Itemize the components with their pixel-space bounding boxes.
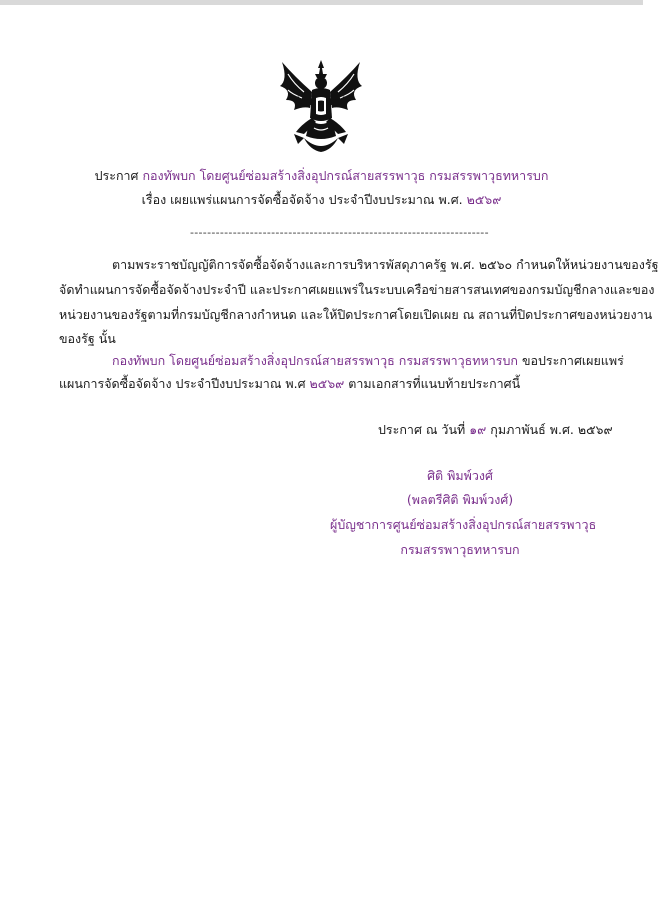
subject-year: ๒๕๖๙ bbox=[466, 192, 502, 207]
announcement-title bbox=[0, 167, 643, 185]
announcement-page bbox=[0, 5, 659, 898]
title-organization: กองทัพบก โดยศูนย์ซ่อมสร้างสิ่งอุปกรณ์สายสรรพาวุธ กรมสรรพาวุธทหารบก bbox=[142, 168, 549, 183]
announcement-subject bbox=[0, 191, 643, 209]
body-line-2: จัดทำแผนการจัดซื้อจัดจ้างประจำปี และประกาศเผยแพร่ในระบบเครือข่ายสารสนเทศของกรมบัญชีกลางและของ bbox=[59, 282, 655, 297]
body-line-4: ของรัฐ นั้น bbox=[59, 331, 116, 346]
body-line-5-rest: ขอประกาศเผยแพร่ bbox=[517, 353, 624, 368]
date-day: ๑๙ bbox=[469, 422, 487, 437]
signatory-position: ผู้บัญชาการศูนย์ซ่อมสร้างสิ่งอุปกรณ์สายสรรพาวุธ bbox=[330, 517, 597, 532]
body-line-1: ตามพระราชบัญญัติการจัดซื้อจัดจ้างและการบริหารพัสดุภาครัฐ พ.ศ. ๒๕๖๐ กำหนดให้หน่วยงานของรัฐ bbox=[112, 257, 659, 272]
body-line-5 bbox=[112, 352, 624, 370]
garuda-emblem-icon bbox=[274, 58, 368, 154]
body-line-3: หน่วยงานของรัฐตามที่กรมบัญชีกลางกำหนด และให้ปิดประกาศโดยเปิดเผย ณ สถานที่ปิดประกาศของหน่วยงาน bbox=[59, 307, 653, 322]
date-prefix: ประกาศ ณ วันที่ bbox=[378, 422, 470, 437]
title-prefix: ประกาศ bbox=[94, 168, 139, 183]
signatory-rank-name: (พลตรีศิติ พิมพ์วงศ์) bbox=[406, 492, 514, 507]
body-year: ๒๕๖๙ bbox=[309, 376, 345, 391]
body-organization: กองทัพบก โดยศูนย์ซ่อมสร้างสิ่งอุปกรณ์สายสรรพาวุธ กรมสรรพาวุธทหารบก bbox=[112, 353, 518, 368]
signatory-name: ศิติ พิมพ์วงศ์ bbox=[427, 468, 493, 483]
announcement-date bbox=[378, 421, 613, 439]
subject-text: เรื่อง เผยแพร่แผนการจัดซื้อจัดจ้าง ประจำปีงบประมาณ พ.ศ. bbox=[141, 192, 463, 207]
signatory-department: กรมสรรพาวุธทหารบก bbox=[400, 542, 520, 557]
body-line-6-rest: ตามเอกสารที่แนบท้ายประกาศนี้ bbox=[344, 376, 521, 391]
date-rest: กุมภาพันธ์ พ.ศ. ๒๕๖๙ bbox=[486, 422, 613, 437]
body-line-6-prefix: แผนการจัดซื้อจัดจ้าง ประจำปีงบประมาณ พ.ศ bbox=[59, 376, 310, 391]
body-line-6 bbox=[59, 375, 520, 393]
separator-line: ---------------------------------------------------------------------- bbox=[190, 226, 489, 239]
